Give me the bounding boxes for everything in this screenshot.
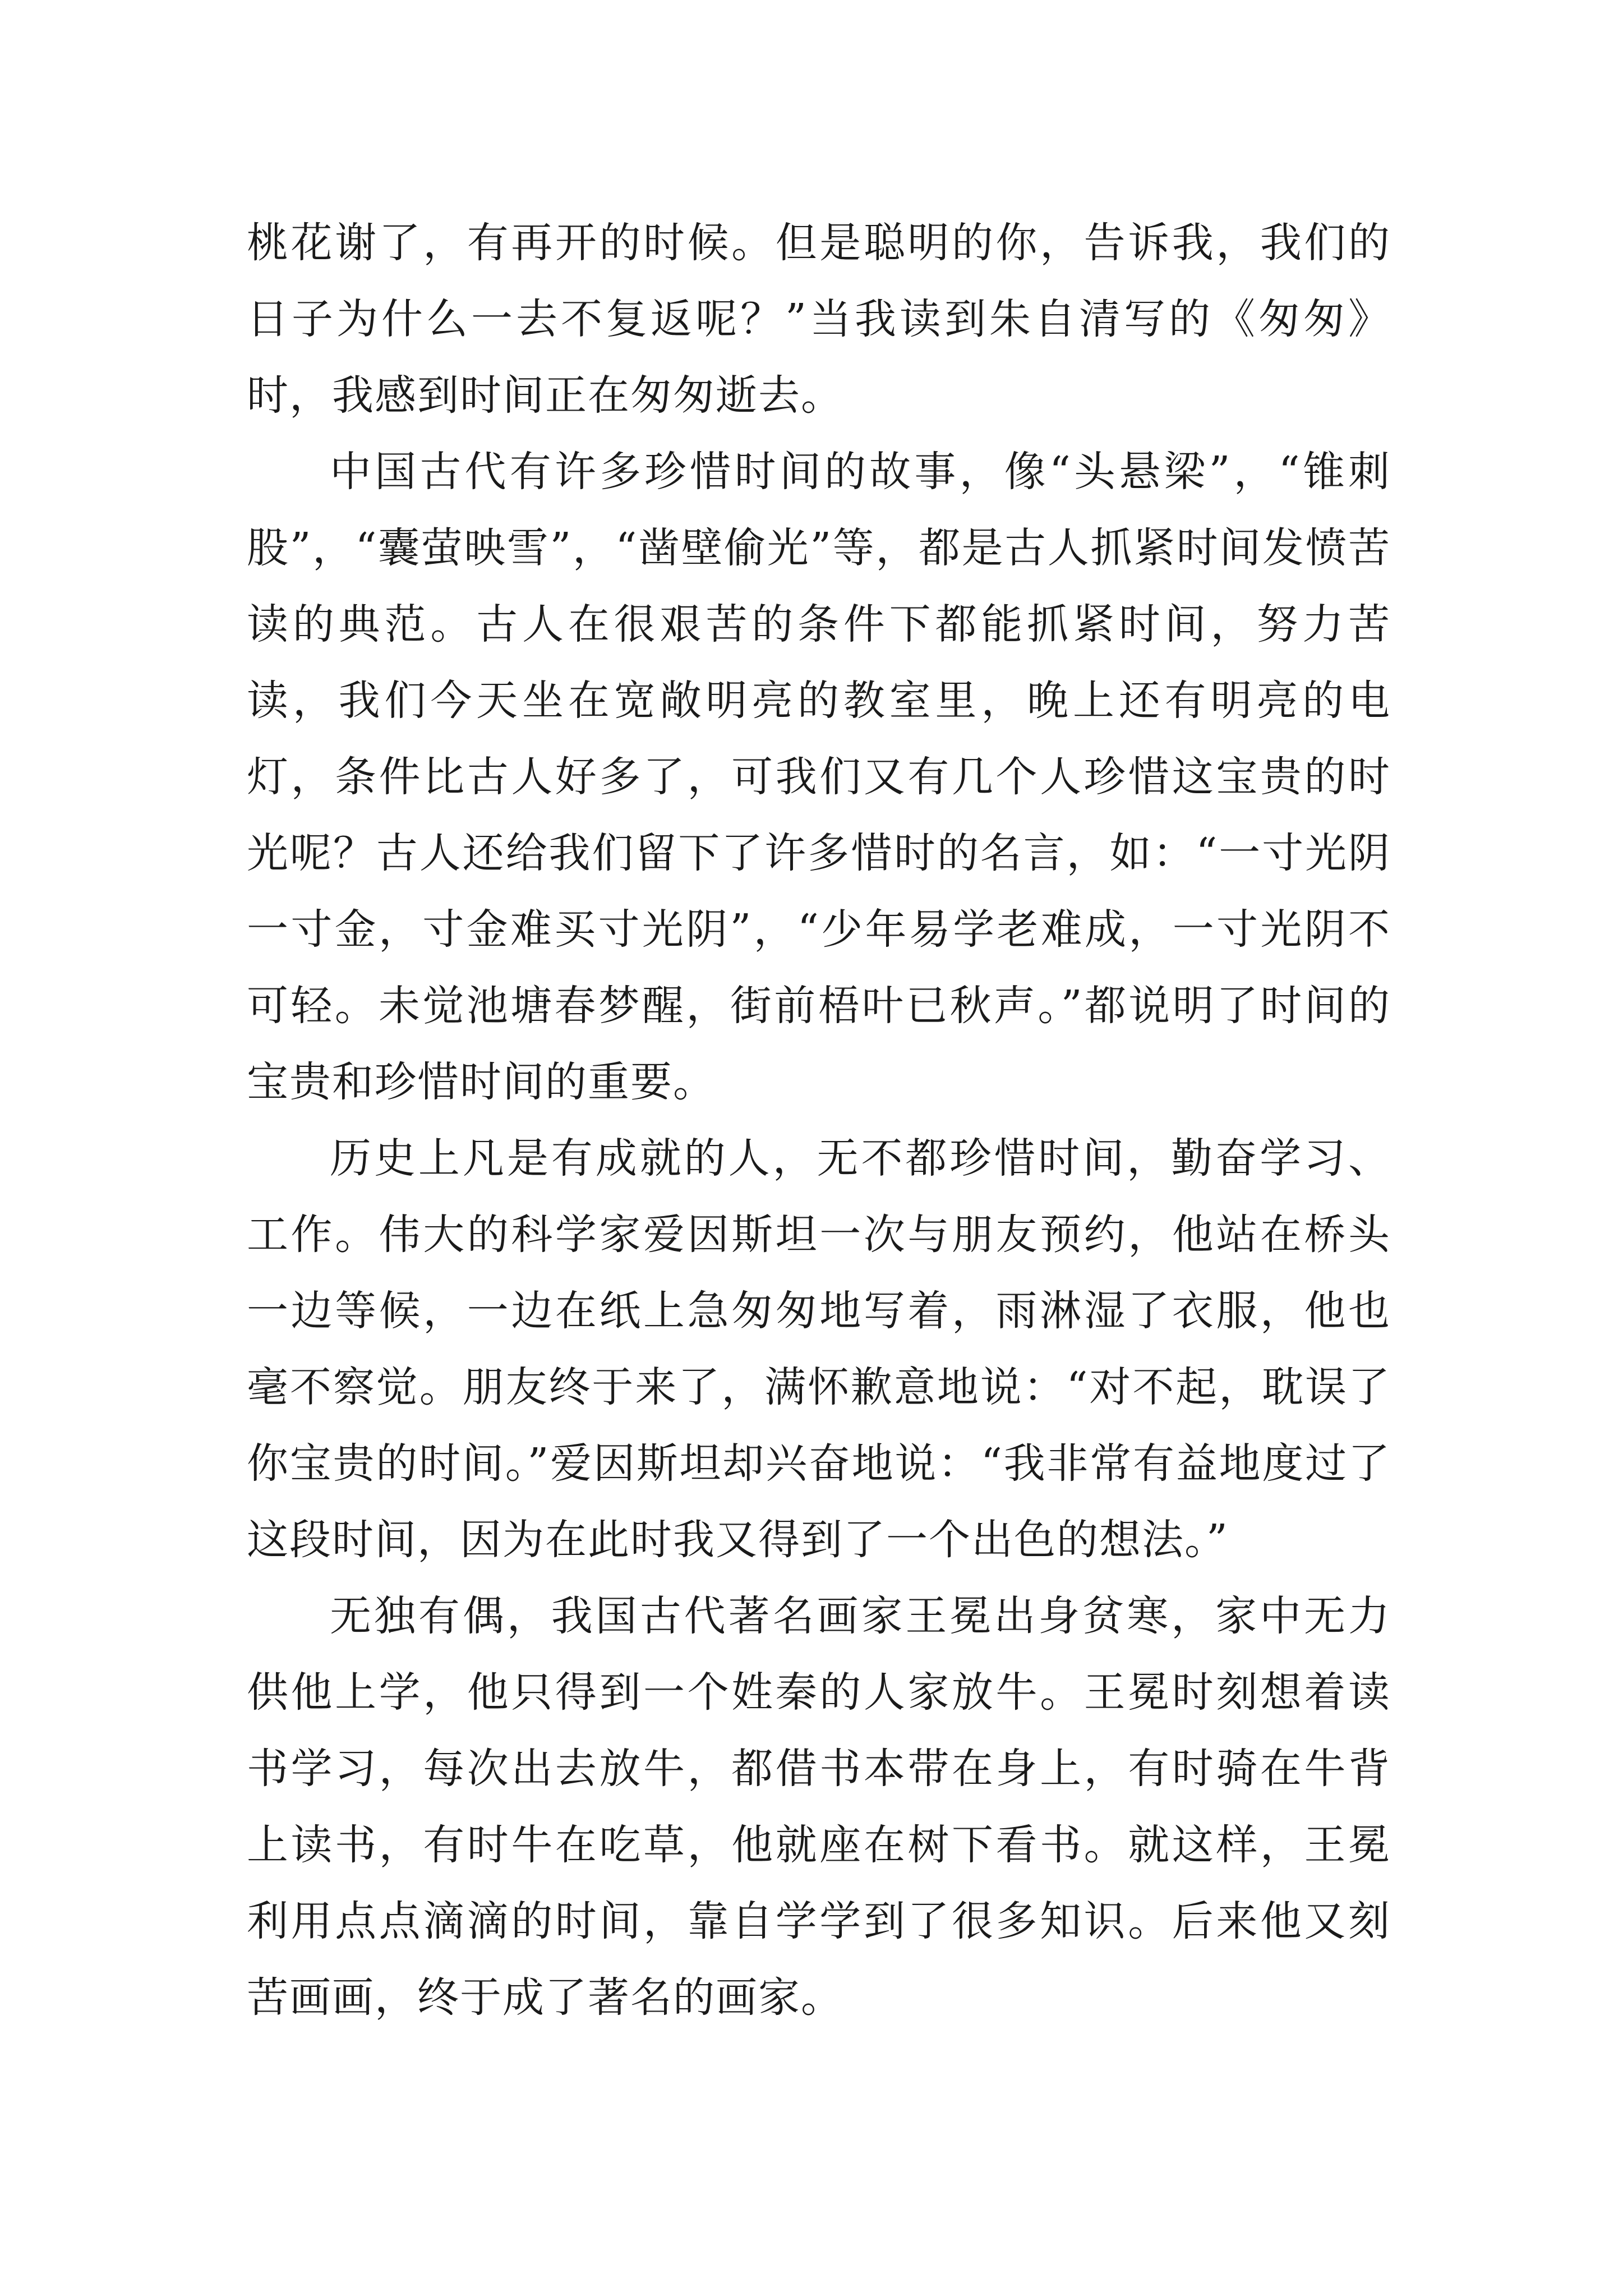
paragraph-2: 中国古代有许多珍惜时间的故事，像“头悬梁”，“锥刺股”，“囊萤映雪”，“凿壁偷光”等，都是古人抓紧时间发愤苦读的典范。古人在很艰苦的条件下都能抓紧时间，努力苦读，我们今天坐在宽敞明亮的教室里，晚上还有明亮的电灯，条件比古人好多了，可我们又有几个人珍惜这宝贵的时光呢？古人还给我们留下了许多惜时的名言，如：“一寸光阴一寸金，寸金难买寸光阴”，“少年易学老难成，一寸光阴不可轻。未觉池塘春梦醒，街前梧叶已秋声。”都说明了时间的宝贵和珍惜时间的重要。 (247, 448, 1391, 1106)
paragraph-1: 桃花谢了，有再开的时候。但是聪明的你，告诉我，我们的日子为什么一去不复返呢？”当我读到朱自清写的《匆匆》时，我感到时间正在匆匆逝去。 (247, 219, 1391, 420)
paragraph-4: 无独有偶，我国古代著名画家王冕出身贫寒，家中无力供他上学，他只得到一个姓秦的人家放牛。王冕时刻想着读书学习，每次出去放牛，都借书本带在身上，有时骑在牛背上读书，有时牛在吃草，他就座在树下看书。就这样，王冕利用点点滴滴的时间，靠自学学到了很多知识。后来他又刻苦画画，终于成了著名的画家。 (247, 1592, 1391, 2022)
paragraph-3: 历史上凡是有成就的人，无不都珍惜时间，勤奋学习、工作。伟大的科学家爱因斯坦一次与朋友预约，他站在桥头一边等候，一边在纸上急匆匆地写着，雨淋湿了衣服，他也毫不察觉。朋友终于来了，满怀歉意地说：“对不起，耽误了你宝贵的时间。”爱因斯坦却兴奋地说：“我非常有益地度过了这段时间，因为在此时我又得到了一个出色的想法。” (247, 1134, 1391, 1564)
article-body (247, 205, 1391, 2036)
